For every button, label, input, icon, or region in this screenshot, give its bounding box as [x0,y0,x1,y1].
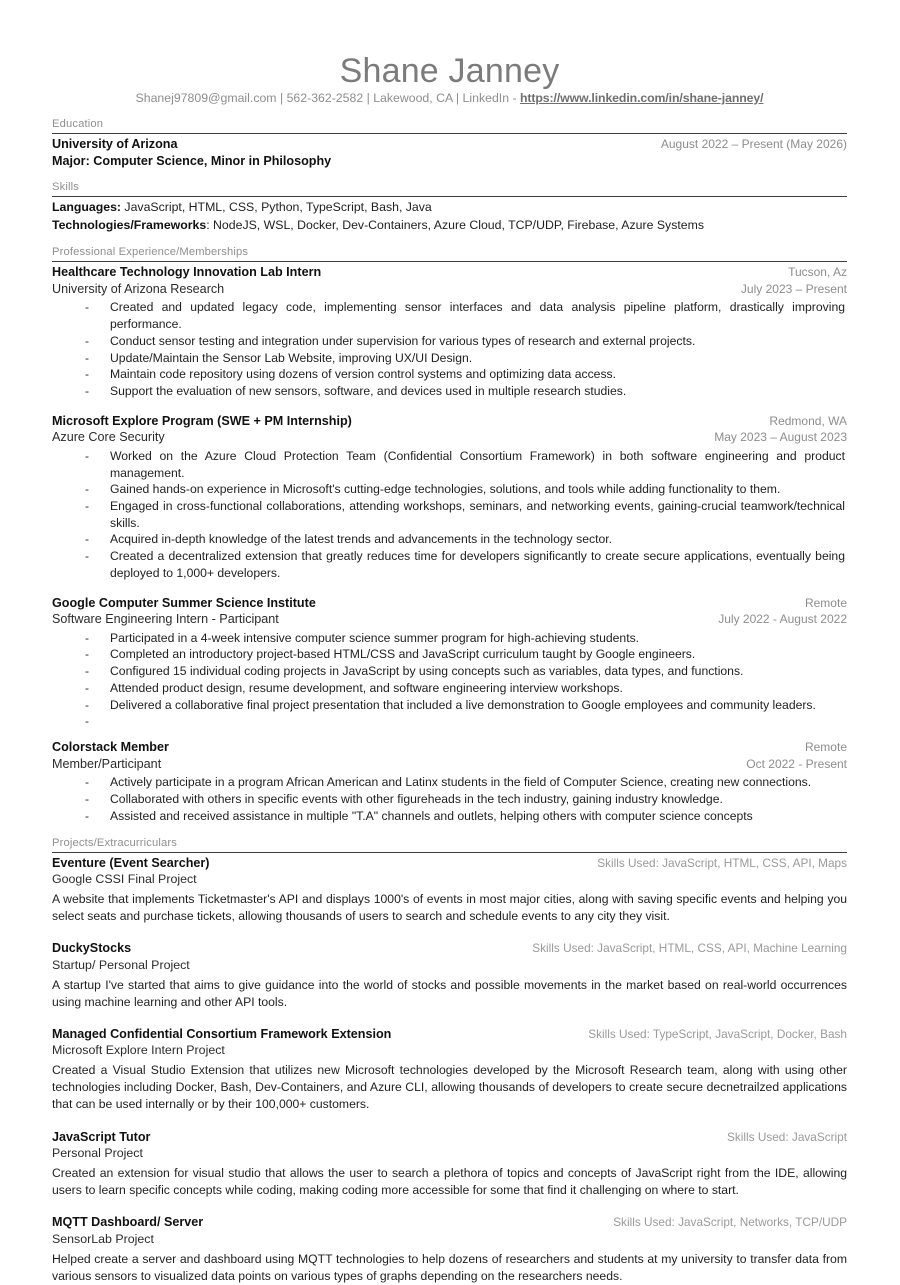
experience-bullet: - Maintain code repository using dozens of version control systems and optimizing data access. [52,366,847,383]
experience-dates: July 2022 - August 2022 [718,612,847,627]
project-title-row [52,1214,847,1230]
education-entry [52,136,847,169]
experience-location: Remote [804,740,847,755]
experience-bullet: - Update/Maintain the Sensor Lab Website, improving UX/UI Design. [52,350,847,367]
project-description: Created an extension for visual studio that allows the user to search a plethora of topics and concepts of JavaScript right from the IDE, allowing users to learn specific concepts while coding, making coding more accessible for some that find it challenging on where to start. [52,1166,847,1198]
experience-bullet: - Gained hands-on experience in Microsoft's cutting-edge technologies, solutions, and tools while adding functionality to them. [52,481,847,498]
project-skills-used: Skills Used: JavaScript [727,1129,847,1144]
skills-languages-line [52,199,847,216]
experience-bullet: - Conduct sensor testing and integration under supervision for various types of research and external projects. [52,333,847,350]
section-divider-projects [52,852,847,853]
experience-bullet: - Worked on the Azure Cloud Protection Team (Confidential Consortium Framework) in both software engineering and product management. [52,448,847,481]
project-entry [52,855,847,926]
section-divider-skills [52,196,847,197]
experience-location: Remote [804,595,847,610]
experience-bullet: - Created and updated legacy code, implementing sensor interfaces and data analysis pipeline platform, drastically improving performance. [52,299,847,332]
experience-bullet-list [52,448,847,582]
experience-entry [52,413,847,582]
project-skills-used: Skills Used: JavaScript, HTML, CSS, API, Machine Learning [532,941,847,956]
project-entry [52,940,847,1011]
skills-block [52,199,847,234]
projects-list [52,855,847,1285]
experience-title-row [52,739,847,756]
experience-org-row [52,429,847,446]
experience-dates: Oct 2022 - Present [746,756,847,771]
experience-title: Google Computer Summer Science Institute [52,595,316,610]
experience-org: Software Engineering Intern - Participant [52,612,279,627]
contact-phone: 562-362-2582 [286,91,364,106]
experience-bullet: - Support the evaluation of new sensors, software, and devices used in multiple research studies. [52,383,847,400]
experience-org: Member/Participant [52,756,162,771]
project-description: Helped create a server and dashboard using MQTT technologies to help dozens of researchers and students at my university to transfer data from various sensors to visualized data points on various types of graphs depending on the researchers needs. [52,1251,847,1283]
experience-bullet: - Attended product design, resume development, and software engineering interview workshops. [52,680,847,697]
skills-technologies-value: : NodeJS, WSL, Docker, Dev-Containers, Azure Cloud, TCP/UDP, Firebase, Azure Systems [206,217,704,232]
experience-entry [52,595,847,727]
contact-sep-2: | [363,91,374,106]
experience-bullet: - Acquired in-depth knowledge of the latest trends and advancements in the technology sector. [52,531,847,548]
project-description: A startup I've started that aims to give guidance into the world of stocks and possible movements in the market based on real-world occurrences using machine learning and other API tools. [52,977,847,1009]
experience-bullet: - Collaborated with others in specific events with other figureheads in the tech industry, gaining industry knowledge. [52,791,847,808]
section-heading-projects: Projects/Extracurriculars [52,836,177,849]
experience-title-row [52,413,847,430]
project-subtitle: Startup/ Personal Project [52,957,190,972]
experience-org-row [52,611,847,628]
project-subtitle: Personal Project [52,1145,143,1160]
experience-title: Colorstack Member [52,740,169,755]
candidate-name: Shane Janney [339,52,560,90]
project-skills-used: Skills Used: JavaScript, Networks, TCP/UDP [613,1215,847,1230]
experience-entry [52,264,847,399]
experience-bullet: - Created a decentralized extension that greatly reduces time for developers significantly to create secure applications, eventually being deployed to 1,000+ developers. [52,548,847,581]
linkedin-label: LinkedIn - [462,91,520,106]
resume-header [52,52,847,106]
experience-list [52,264,847,824]
project-description: Created a Visual Studio Extension that utilizes new Microsoft technologies developed by the Microsoft Research team, along with using other technologies including Docker, Bash, Dev-Containers, and Azure CLI, allowing thousands of developers to create secure decnetrailzed applications that can be used internally or by their 100,000+ customers. [52,1063,847,1112]
skills-technologies-line [52,217,847,234]
project-entry [52,1129,847,1200]
experience-location: Redmond, WA [769,413,847,428]
experience-entry [52,739,847,824]
experience-bullet-list [52,630,847,727]
project-title: JavaScript Tutor [52,1129,151,1144]
experience-title: Healthcare Technology Innovation Lab Intern [52,265,322,280]
experience-title: Microsoft Explore Program (SWE + PM Internship) [52,413,352,428]
experience-title-row [52,595,847,612]
contact-line [52,91,847,106]
project-subtitle: Google CSSI Final Project [52,871,197,886]
project-title: Eventure (Event Searcher) [52,855,210,870]
experience-bullet [52,713,847,726]
experience-bullet: - Participated in a 4-week intensive computer science summer program for high-achieving students. [52,630,847,647]
linkedin-link[interactable]: https://www.linkedin.com/in/shane-janney/ [519,91,764,106]
experience-org-row [52,281,847,298]
project-title-row [52,1129,847,1145]
project-title-row [52,855,847,871]
section-divider-education [52,133,847,134]
experience-bullet: - Actively participate in a program African American and Latinx students in the field of Computer Science, creating new connections. [52,774,847,791]
experience-location: Tucson, Az [788,265,847,280]
project-entry [52,1026,847,1114]
experience-bullet: - Assisted and received assistance in multiple "T.A" channels and outlets, helping others with computer science concepts [52,808,847,825]
education-school: University of Arizona [52,137,178,152]
project-entry [52,1214,847,1285]
experience-bullet-list [52,774,847,824]
experience-org-row [52,756,847,773]
project-title: DuckyStocks [52,941,132,956]
section-heading-experience: Professional Experience/Memberships [52,246,249,259]
experience-bullet: - Delivered a collaborative final project presentation that included a live demonstration to Google employees and community leaders. [52,697,847,714]
experience-dates: July 2023 – Present [740,281,847,296]
project-subtitle: SensorLab Project [52,1231,154,1246]
experience-dates: May 2023 – August 2023 [714,430,847,445]
skills-languages-value: JavaScript, HTML, CSS, Python, TypeScript, Bash, Java [121,200,432,215]
experience-bullet-list [52,299,847,399]
section-divider-experience [52,261,847,262]
experience-bullet: - Configured 15 individual coding projects in JavaScript by using concepts such as variables, data types, and functions. [52,663,847,680]
contact-sep-1: | [276,91,287,106]
experience-org: Azure Core Security [52,430,165,445]
experience-bullet: - Completed an introductory project-based HTML/CSS and JavaScript curriculum taught by Google engineers. [52,646,847,663]
experience-org: University of Arizona Research [52,281,225,296]
skills-languages-label: Languages: [52,200,122,215]
contact-email: Shanej97809@gmail.com [135,91,277,106]
project-description: A website that implements Ticketmaster's API and displays 1000's of events in most major cities, along with saving specific events and helping you select seats and purchase tickets, allowing thousands of users to search and schedule events to any city they visit. [52,892,847,924]
education-row-school [52,136,847,153]
contact-sep-3: | [452,91,463,106]
experience-bullet: - Engaged in cross-functional collaborations, attending workshops, seminars, and networking events, gaining-crucial teamwork/technical skills. [52,498,847,531]
project-skills-used: Skills Used: JavaScript, HTML, CSS, API, Maps [597,855,847,870]
project-title-row [52,1026,847,1042]
education-major: Major: Computer Science, Minor in Philosophy [52,154,332,169]
experience-title-row [52,264,847,281]
section-heading-skills: Skills [52,181,80,194]
section-heading-education: Education [52,118,104,131]
project-skills-used: Skills Used: TypeScript, JavaScript, Docker, Bash [588,1026,847,1041]
project-title-row [52,940,847,956]
project-subtitle: Microsoft Explore Intern Project [52,1043,225,1058]
contact-location: Lakewood, CA [373,91,453,106]
project-title: MQTT Dashboard/ Server [52,1215,204,1230]
education-dates: August 2022 – Present (May 2026) [660,137,847,152]
project-title: Managed Confidential Consortium Framework Extension [52,1026,392,1041]
skills-technologies-label: Technologies/Frameworks [52,217,207,232]
